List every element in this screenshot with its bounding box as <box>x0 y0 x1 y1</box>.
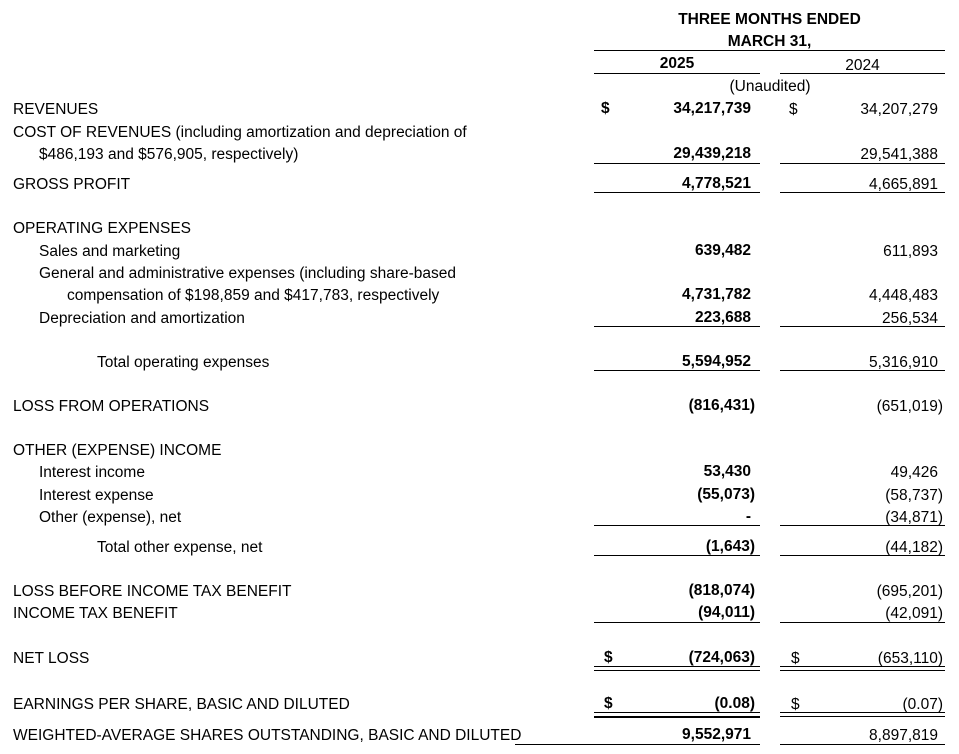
income-tax-underline-2024 <box>780 622 945 623</box>
g-and-a-label-line2: compensation of $198,859 and $417,783, respectively <box>67 287 440 304</box>
total-operating-value-2024: 5,316,910 <box>869 354 938 371</box>
loss-from-operations-value-2024: (651,019) <box>876 398 943 415</box>
eps-label: EARNINGS PER SHARE, BASIC AND DILUTED <box>13 696 350 713</box>
total-operating-label: Total operating expenses <box>97 354 270 371</box>
net-loss-label: NET LOSS <box>13 650 90 667</box>
interest-income-value-2025: 53,430 <box>703 463 751 480</box>
cost-of-revenues-value-2025: 29,439,218 <box>673 145 751 162</box>
depreciation-value-2024: 256,534 <box>881 310 938 327</box>
depreciation-underline-2024 <box>780 326 945 327</box>
depreciation-underline-2025 <box>594 326 760 327</box>
depreciation-label: Depreciation and amortization <box>39 310 245 327</box>
interest-income-value-2024: 49,426 <box>890 464 938 481</box>
header-underline-2024 <box>780 73 945 74</box>
cost-underline-2025 <box>594 163 760 164</box>
gross-profit-value-2025: 4,778,521 <box>682 175 751 192</box>
weighted-shares-label-underline <box>515 744 594 745</box>
sales-marketing-label: Sales and marketing <box>39 243 181 260</box>
header-year-2025: 2025 <box>659 55 695 72</box>
cost-underline-2024 <box>780 163 945 164</box>
income-tax-underline-2025 <box>594 622 760 623</box>
loss-from-operations-label: LOSS FROM OPERATIONS <box>13 398 210 415</box>
header-year-2024: 2024 <box>845 57 880 74</box>
income-tax-value-2024: (42,091) <box>885 605 943 622</box>
eps-value-2024: (0.07) <box>902 696 943 713</box>
loss-before-tax-value-2024: (695,201) <box>876 583 943 600</box>
sales-marketing-value-2024: 611,893 <box>883 243 938 260</box>
weighted-shares-underline-2024 <box>780 744 945 745</box>
revenues-dollar-2024: $ <box>789 101 798 118</box>
net-loss-double-underline-2025 <box>594 666 760 671</box>
other-net-value-2024: (34,871) <box>885 509 943 526</box>
gross-underline-2025 <box>594 192 760 193</box>
g-and-a-label-line1: General and administrative expenses (including share-based <box>39 265 457 282</box>
g-and-a-value-2025: 4,731,782 <box>682 286 751 303</box>
net-loss-dollar-2024: $ <box>791 650 800 667</box>
header-title-line2: MARCH 31, <box>727 33 812 50</box>
income-tax-label: INCOME TAX BENEFIT <box>13 605 178 622</box>
cost-of-revenues-value-2024: 29,541,388 <box>860 146 938 163</box>
weighted-shares-value-2025: 9,552,971 <box>682 726 751 743</box>
interest-expense-label: Interest expense <box>39 487 154 504</box>
net-loss-double-underline-2024 <box>780 666 945 671</box>
total-other-underline-2024 <box>780 555 945 556</box>
loss-from-operations-value-2025: (816,431) <box>688 397 755 414</box>
revenues-value-2025: 34,217,739 <box>673 100 751 117</box>
eps-value-2025: (0.08) <box>714 695 755 712</box>
total-other-underline-2025 <box>594 555 760 556</box>
income-tax-value-2025: (94,011) <box>698 604 755 621</box>
weighted-shares-underline-2025 <box>594 744 760 745</box>
loss-before-tax-label: LOSS BEFORE INCOME TAX BENEFIT <box>13 583 292 600</box>
total-other-label: Total other expense, net <box>97 539 263 556</box>
weighted-shares-label: WEIGHTED-AVERAGE SHARES OUTSTANDING, BASIC AND DILUTED <box>13 727 522 744</box>
net-loss-value-2024: (653,110) <box>877 650 943 667</box>
revenues-label: REVENUES <box>13 101 99 118</box>
interest-expense-value-2024: (58,737) <box>885 487 943 504</box>
sales-marketing-value-2025: 639,482 <box>694 242 751 259</box>
total-operating-underline-2025 <box>594 370 760 371</box>
net-loss-dollar-2025: $ <box>604 649 613 666</box>
total-operating-value-2025: 5,594,952 <box>682 353 751 370</box>
interest-income-label: Interest income <box>39 464 145 481</box>
other-income-heading: OTHER (EXPENSE) INCOME <box>13 442 222 459</box>
unaudited-label: (Unaudited) <box>729 78 811 95</box>
weighted-shares-value-2024: 8,897,819 <box>869 727 938 744</box>
total-operating-underline-2024 <box>780 370 945 371</box>
other-net-underline-2024 <box>780 525 945 526</box>
loss-before-tax-value-2025: (818,074) <box>688 582 755 599</box>
depreciation-value-2025: 223,688 <box>694 309 751 326</box>
gross-profit-value-2024: 4,665,891 <box>869 176 938 193</box>
header-title-line1: THREE MONTHS ENDED <box>678 11 861 28</box>
header-divider <box>594 50 945 51</box>
gross-profit-label: GROSS PROFIT <box>13 176 131 193</box>
other-net-label: Other (expense), net <box>39 509 182 526</box>
eps-double-underline-2024 <box>780 712 945 717</box>
net-loss-value-2025: (724,063) <box>688 649 755 666</box>
cost-of-revenues-label-line1: COST OF REVENUES (including amortization and depreciation of <box>13 124 467 141</box>
other-net-value-2025: - <box>745 508 751 525</box>
other-net-underline-2025 <box>594 525 760 526</box>
cost-of-revenues-label-line2: $486,193 and $576,905, respectively) <box>39 146 299 163</box>
total-other-value-2025: (1,643) <box>705 538 755 555</box>
total-other-value-2024: (44,182) <box>885 539 943 556</box>
revenues-dollar-2025: $ <box>601 100 610 117</box>
g-and-a-value-2024: 4,448,483 <box>869 287 938 304</box>
gross-underline-2024 <box>780 192 945 193</box>
eps-dollar-2025: $ <box>604 695 613 712</box>
operating-expenses-heading: OPERATING EXPENSES <box>13 220 192 237</box>
eps-double-underline-2025 <box>594 712 760 718</box>
eps-dollar-2024: $ <box>791 696 800 713</box>
interest-expense-value-2025: (55,073) <box>697 486 755 503</box>
header-underline-2025 <box>594 73 760 74</box>
revenues-value-2024: 34,207,279 <box>860 101 938 118</box>
